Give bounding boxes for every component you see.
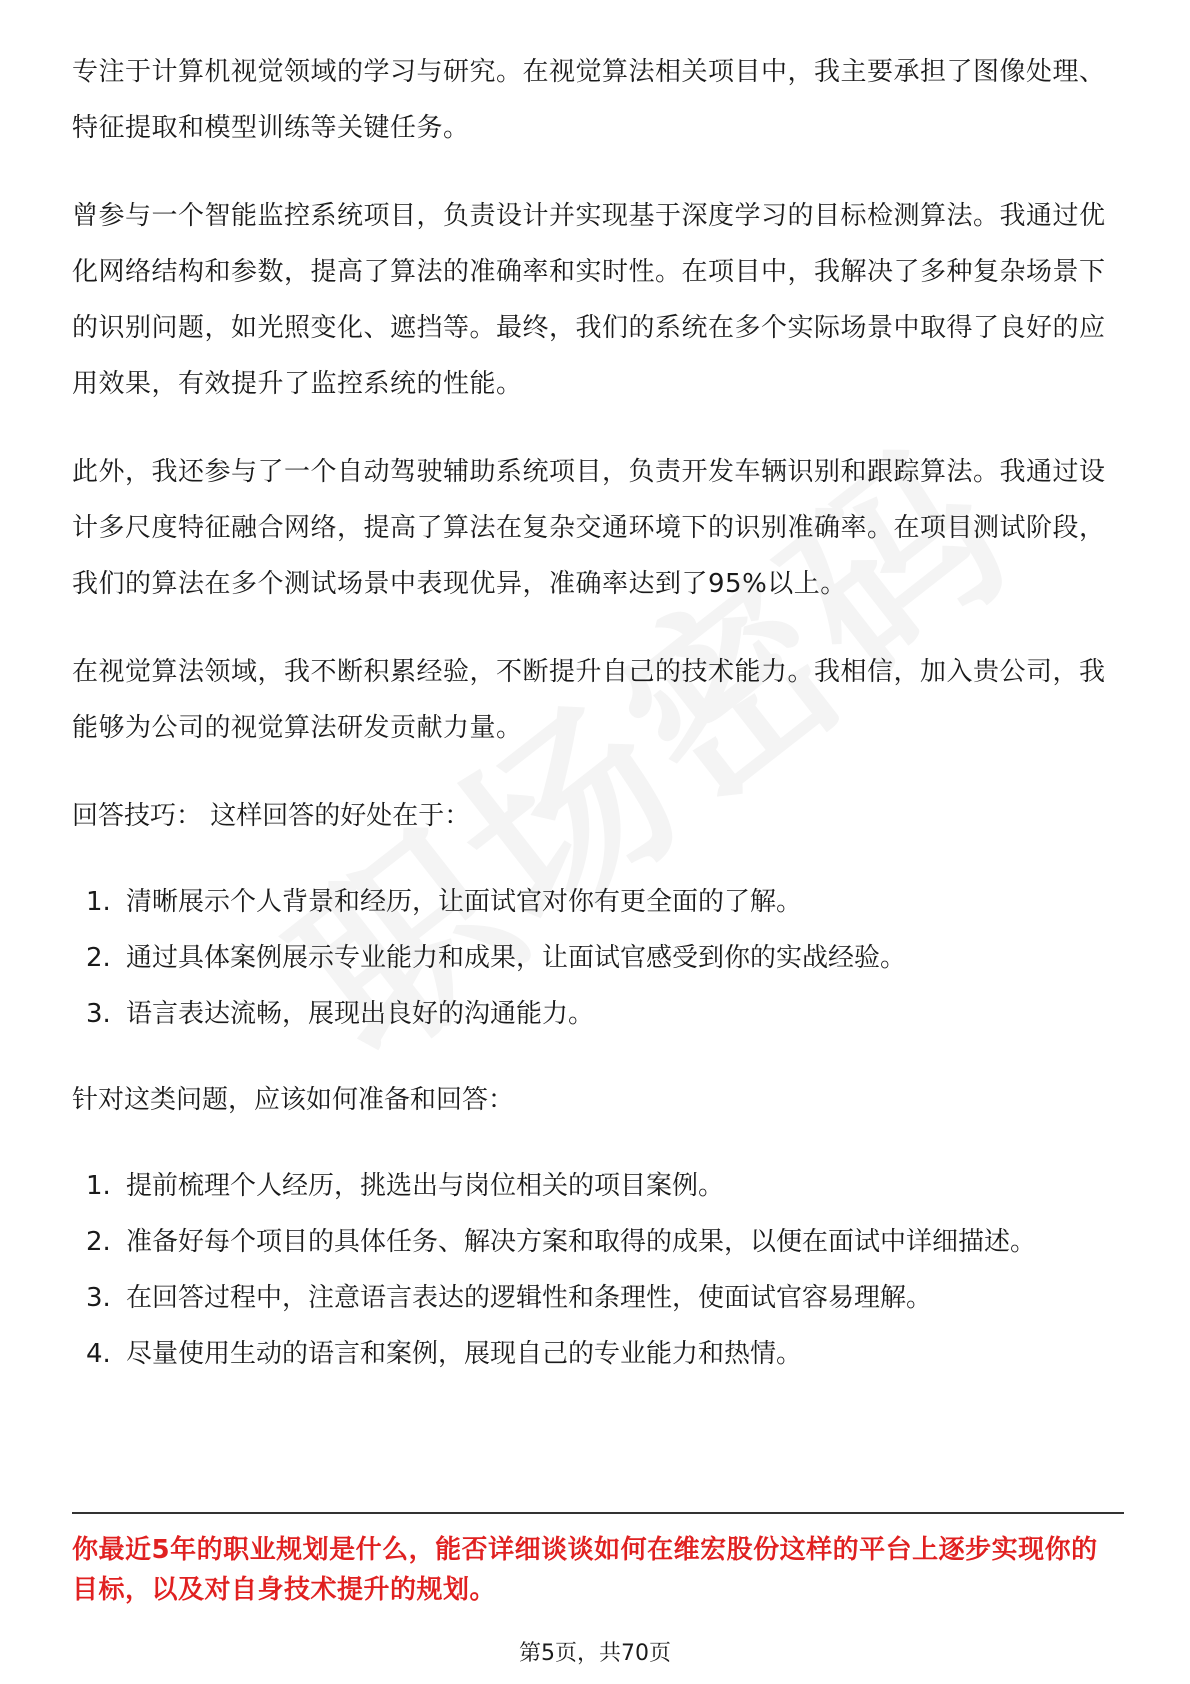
tips-heading: 回答技巧： 这样回答的好处在于： xyxy=(72,801,471,831)
list-number: 3. xyxy=(86,999,111,1029)
prep-heading: 针对这类问题，应该如何准备和回答： xyxy=(72,1085,515,1115)
page-number: 第5页，共70页 xyxy=(519,1641,671,1666)
list-number: 4. xyxy=(86,1339,111,1369)
list-item xyxy=(72,1270,1122,1326)
list-item xyxy=(72,930,1122,986)
list-item-text: 准备好每个项目的具体任务、解决方案和取得的成果，以便在面试中详细描述。 xyxy=(126,1227,1037,1257)
list-number: 3. xyxy=(86,1283,111,1313)
section-divider xyxy=(72,1512,1124,1514)
tips-list xyxy=(72,874,1122,1042)
list-item-text: 通过具体案例展示专业能力和成果，让面试官感受到你的实战经验。 xyxy=(126,943,907,973)
paragraph-monitoring-project: 曾参与一个智能监控系统项目，负责设计并实现基于深度学习的目标检测算法。我通过优化网络结构和参数，提高了算法的准确率和实时性。在项目中，我解决了多种复杂场景下的识别问题，如光照变化、遮挡等。最终，我们的系统在多个实际场景中取得了良好的应用效果，有效提升了监控系统的性能。 xyxy=(72,201,1106,399)
list-item xyxy=(72,1214,1122,1270)
list-number: 1. xyxy=(86,1171,111,1201)
list-number: 2. xyxy=(86,1227,111,1257)
next-question: 你最近5年的职业规划是什么，能否详细谈谈如何在维宏股份这样的平台上逐步实现你的目标，以及对自身技术提升的规划。 xyxy=(72,1535,1098,1605)
list-number: 1. xyxy=(86,887,111,917)
list-item xyxy=(72,1158,1122,1214)
list-item-text: 在回答过程中，注意语言表达的逻辑性和条理性，使面试官容易理解。 xyxy=(126,1283,933,1313)
prep-list xyxy=(72,1158,1122,1382)
paragraph-intro: 专注于计算机视觉领域的学习与研究。在视觉算法相关项目中，我主要承担了图像处理、特征提取和模型训练等关键任务。 xyxy=(72,57,1106,143)
list-item xyxy=(72,874,1122,930)
list-number: 2. xyxy=(86,943,111,973)
list-item xyxy=(72,1326,1122,1382)
page-content xyxy=(72,44,1122,1412)
list-item xyxy=(72,986,1122,1042)
list-item-text: 提前梳理个人经历，挑选出与岗位相关的项目案例。 xyxy=(126,1171,725,1201)
list-item-text: 语言表达流畅，展现出良好的沟通能力。 xyxy=(126,999,595,1029)
paragraph-conclusion: 在视觉算法领域，我不断积累经验，不断提升自己的技术能力。我相信，加入贵公司，我能够为公司的视觉算法研发贡献力量。 xyxy=(72,657,1106,743)
paragraph-driving-project: 此外，我还参与了一个自动驾驶辅助系统项目，负责开发车辆识别和跟踪算法。我通过设计多尺度特征融合网络，提高了算法在复杂交通环境下的识别准确率。在项目测试阶段，我们的算法在多个测试场景中表现优异，准确率达到了95%以上。 xyxy=(72,457,1106,599)
list-item-text: 尽量使用生动的语言和案例，展现自己的专业能力和热情。 xyxy=(126,1339,803,1369)
list-item-text: 清晰展示个人背景和经历，让面试官对你有更全面的了解。 xyxy=(126,887,803,917)
